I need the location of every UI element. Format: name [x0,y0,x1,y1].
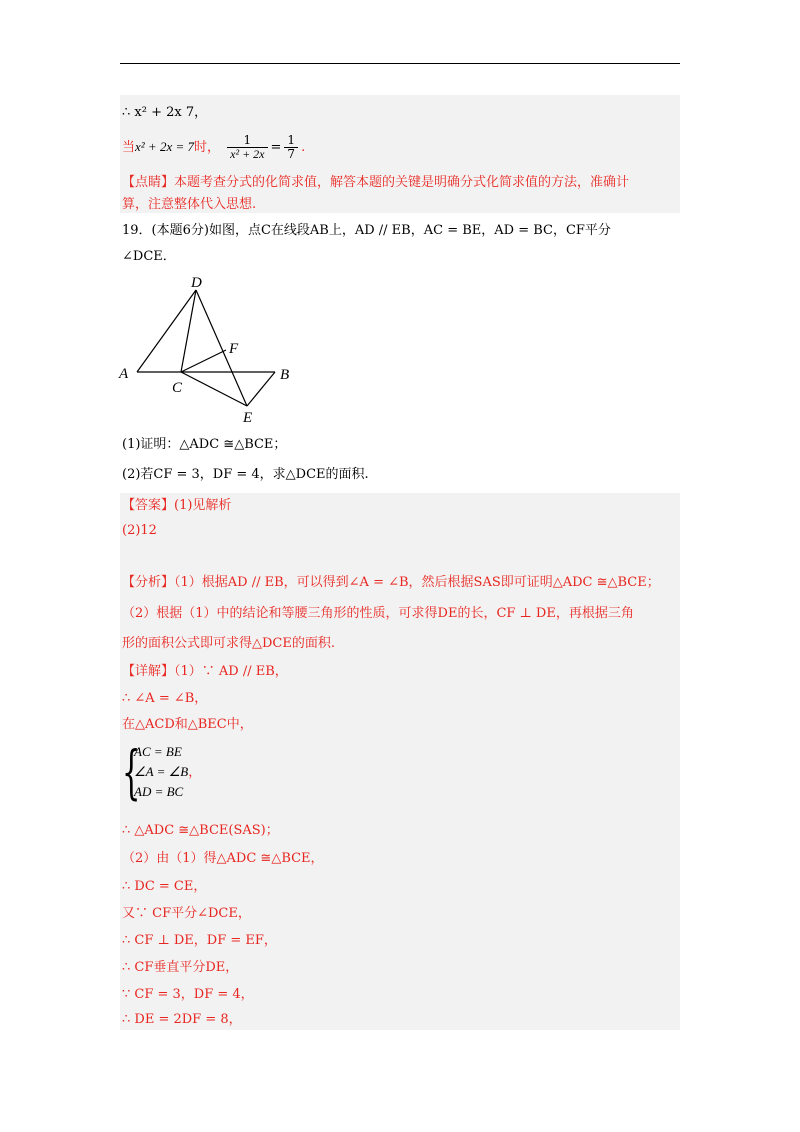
detail-line9: ∴ CF垂直平分DE， [122,960,239,975]
system-eq-3: AD = BC [134,784,184,799]
segment-cf [181,350,226,372]
detail-line11: ∴ DE = 2DF = 8， [122,1012,242,1027]
label-a: A [119,366,129,382]
sub-question-2: (2)若CF = 3，DF = 4，求△DCE的面积. [122,467,369,482]
question-19-line2: ∠DCE． [122,249,176,264]
detail-line6: ∴ DC = CE， [122,879,207,894]
detail-line7: 又∵ CF平分∠DCE， [122,906,251,921]
question-19-line1: 19．(本题6分)如图，点C在线段AB上，AD // EB，AC = BE，AD = BC，CF平分 [122,223,611,238]
detail-line3: 在△ACD和△BEC中， [122,717,253,732]
geometry-figure [115,272,300,427]
equation-system [122,738,202,806]
sub-question-1: (1)证明：△ADC ≅△BCE； [122,437,287,452]
line-l1: ∴ x² + 2x 7， [122,105,208,120]
line-l3: 【点睛】本题考查分式的化简求值，解答本题的关键是明确分式化简求值的方法，准确计 [122,175,630,190]
detail-line8: ∴ CF ⊥ DE，DF = EF， [122,933,277,948]
answer-1: 【答案】(1)见解析 [122,498,232,513]
detail-line1: 【详解】（1）∵ AD // EB， [122,664,288,679]
fraction-1: $\frac{1}{\text{x² + 2x}}$ [227,134,267,161]
label-f: F [229,341,239,357]
detail-line10: ∵ CF = 3，DF = 4， [122,987,254,1002]
line-l4: 算，注意整体代入思想. [122,197,257,212]
segment-ce [181,372,247,406]
analysis-line2: （2）根据（1）中的结论和等腰三角形的性质，可求得DE的长，CF ⊥ DE，再根据三角 [122,606,634,621]
fraction-2: $\frac{1}{7}$ [284,134,298,161]
segment-dc [181,290,196,372]
header-rule [120,63,680,64]
left-brace: { [122,738,141,806]
line-l2: 当x² + 2x = 7时， $\frac{1}{\text{x² + 2x}}$ = $\frac{1}{7}$ . [122,133,306,161]
segment-eb [247,372,275,406]
answer-2: (2)12 [122,523,157,538]
analysis-line1: 【分析】（1）根据AD // EB，可以得到∠A = ∠B，然后根据SAS即可证明△ADC ≅△BCE； [122,575,660,590]
label-e: E [243,410,253,426]
detail-line2: ∴ ∠A = ∠B， [122,691,208,706]
system-eq-2: ∠A = ∠B， [134,764,202,779]
label-b: B [280,367,290,383]
detail-line4: ∴ △ADC ≅△BCE(SAS)； [122,823,279,838]
analysis-line3: 形的面积公式即可求得△DCE的面积. [122,636,335,651]
system-eq-1: AC = BE [134,744,182,759]
label-c: C [172,380,183,396]
detail-line5: （2）由（1）得△ADC ≅△BCE， [122,851,324,866]
label-d: D [191,275,202,291]
segment-de [196,290,247,406]
segment-ad [137,290,196,372]
